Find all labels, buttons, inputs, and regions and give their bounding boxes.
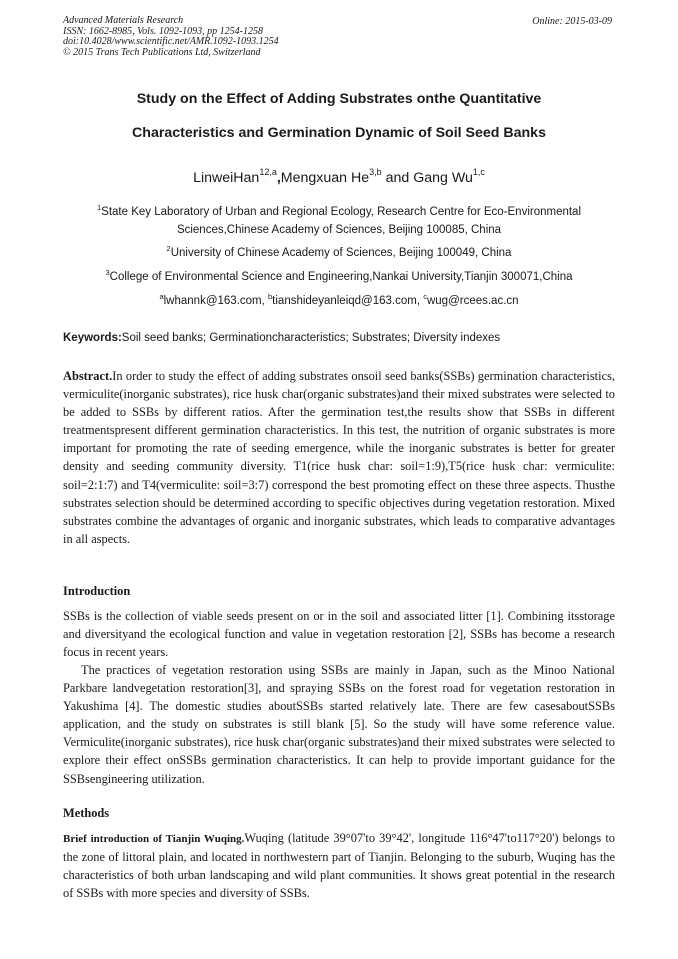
introduction-paragraph-2: The practices of vegetation restoration using SSBs are mainly in Japan, such as the Minoo National Parkbare landvegetation restoration[3], and spraying SSBs on the forest road for vegetation restoration in Yakushima [4]. The domestic studies aboutSSBs started relatively late. There are few casesaboutSSBs application, and the study on substrates is still blank [5]. So the study will have some reference value. Vermiculite(inorganic substrates), rice husk char(organic substrates)and their mixed substrates were selected to explore their effect onSSBs germination characteristics. It can help to provide important guidance for the SSBsengineering utilization. bbox=[63, 663, 615, 786]
affiliation-text: College of Environmental Science and Engineering,Nankai University,Tianjin 300071,China bbox=[109, 271, 573, 283]
methods-paragraph bbox=[63, 829, 615, 902]
author-separator: , bbox=[276, 170, 281, 186]
methods-text: Wuqing (latitude 39°07'to 39°42', longitude 116°47'to117°20') belongs to the zone of littoral plain, and located in northwestern part of Tianjin. Belonging to the suburb, Wuqing has the characteristics of both urban landscaping and wild plant communities. It shows great potential in the research of SSBs with more species and diversity of SSBs. bbox=[63, 831, 615, 901]
author-separator: and bbox=[381, 170, 414, 186]
author-affiliation-sup: 12,a bbox=[259, 167, 277, 177]
author-name: Gang Wu bbox=[413, 170, 473, 186]
email-text: tianshideyanleiqd@163.com, bbox=[272, 295, 424, 307]
abstract-text: In order to study the effect of adding substrates onsoil seed banks(SSBs) germination characteristics, vermiculite(inorganic substrates), rice husk char(organic substrates)and their mixed substrates were selected to be added to SSBs by different ratios. After the germination test,the results show that SSBs in different treatmentspresent different germination characteristics. In this test, the nutrition of organic substrates is more important for promoting the rate of seeding emergence, while the inorganic substrates is better for greater density and seeding community diversity. T1(rice husk char: soil=1:9),T5(rice husk char: vermiculite: soil=2:1:7) and T4(vermiculite: soil=3:7) correspond the best promoting effect on these three aspects. Thusthe substrates selection should be determined according to specific objectives during vegetation restoration. Mixed substrates combine the advantages of organic and inorganic substrates, which leads to comparative advantages in all aspects. bbox=[63, 369, 615, 546]
affiliation-text: University of Chinese Academy of Sciences, Beijing 100049, China bbox=[170, 247, 512, 259]
affiliation-sup: 3 bbox=[105, 268, 110, 277]
keywords bbox=[63, 332, 615, 344]
affiliation-3 bbox=[63, 268, 615, 286]
doi-line: doi:10.4028/www.scientific.net/AMR.1092-1093.1254 bbox=[63, 36, 279, 47]
issn-line: ISSN: 1662-8985, Vols. 1092-1093, pp 1254-1258 bbox=[63, 25, 263, 37]
introduction-paragraph-1: SSBs is the collection of viable seeds present on or in the soil and associated litter [1]. Combining itsstorage and diversityand the ecological function and value in vegetation restoration [2], SSBs has become a research focus in recent years. bbox=[63, 609, 615, 660]
section-heading-introduction: Introduction bbox=[63, 584, 131, 598]
email-sup: b bbox=[268, 292, 273, 301]
publication-info bbox=[63, 16, 279, 58]
affiliation-sup: 1 bbox=[96, 203, 102, 212]
author-affiliation-sup: 3,b bbox=[369, 167, 382, 177]
paper-title-line-1: Study on the Effect of Adding Substrates onthe Quantitative bbox=[136, 91, 542, 107]
author-name: LinweiHan bbox=[193, 170, 260, 186]
section-heading-methods: Methods bbox=[63, 806, 110, 820]
email-sup: c bbox=[423, 292, 427, 301]
journal-name: Advanced Materials Research bbox=[63, 15, 184, 26]
copyright-line: © 2015 Trans Tech Publications Ltd, Switzerland bbox=[63, 46, 261, 58]
affiliation-text: State Key Laboratory of Urban and Regional Ecology, Research Centre for Eco-Environmental Sciences,Chinese Academy of Sciences, Beijing 100085, China bbox=[101, 206, 582, 236]
email-text: wug@rcees.ac.cn bbox=[426, 295, 519, 307]
abstract-label: Abstract. bbox=[63, 369, 113, 383]
keywords-text: Soil seed banks; Germinationcharacteristics; Substrates; Diversity indexes bbox=[121, 332, 501, 344]
paper-title-line-2: Characteristics and Germination Dynamic of Soil Seed Banks bbox=[132, 125, 546, 141]
affiliation-sup: 2 bbox=[166, 244, 171, 253]
affiliation-1 bbox=[63, 203, 615, 239]
abstract bbox=[63, 367, 615, 548]
email-sup: a bbox=[159, 292, 164, 301]
email-text: lwhannk@163.com, bbox=[163, 295, 268, 307]
author-emails bbox=[63, 292, 615, 310]
affiliation-2 bbox=[63, 244, 615, 262]
author-list bbox=[0, 167, 678, 186]
methods-subheading: Brief introduction of Tianjin Wuqing. bbox=[63, 833, 245, 845]
online-date: Online: 2015-03-09 bbox=[532, 16, 612, 27]
keywords-label: Keywords: bbox=[63, 332, 122, 344]
author-name: Mengxuan He bbox=[280, 170, 370, 186]
author-affiliation-sup: 1,c bbox=[472, 167, 485, 177]
